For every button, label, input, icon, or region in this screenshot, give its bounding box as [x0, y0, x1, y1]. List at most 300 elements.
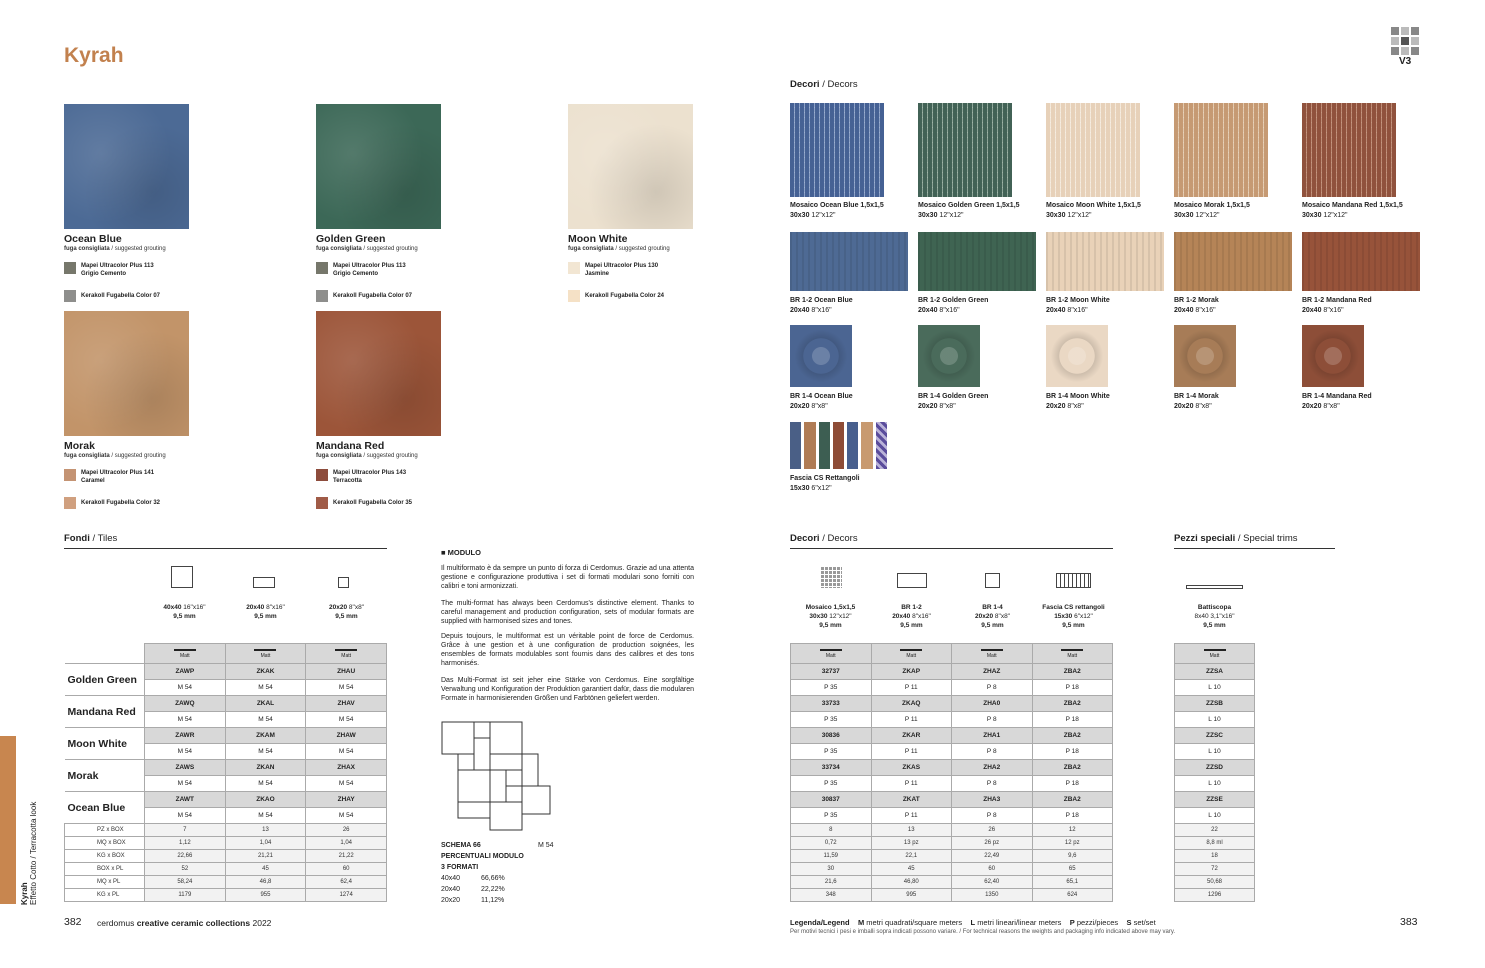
- pack-row: [1175, 876, 1255, 889]
- pack-cell: 60: [306, 863, 387, 876]
- unit-row: [791, 712, 1113, 728]
- format-name: BR 1-4: [982, 604, 1003, 611]
- code-row: [65, 728, 387, 744]
- footer-note: Per motivi tecnici i pesi e imballi sopra indicati possono variare. / For technical reasons the weights and packaging info indicated above may vary.: [790, 929, 1176, 935]
- pack-cell: 1274: [306, 889, 387, 902]
- unit-row: [1175, 680, 1255, 696]
- mosaic-pattern: [1302, 103, 1396, 197]
- format-name: Mosaico 1,5x1,5: [805, 604, 856, 611]
- perc-format: 20x40: [441, 886, 461, 893]
- perc-row: [441, 884, 505, 895]
- fondi-table: [64, 643, 387, 902]
- inch: 12"x12": [1067, 212, 1092, 219]
- br12-size: [1302, 306, 1372, 316]
- code-cell: ZZSB: [1175, 696, 1255, 712]
- code-cell: ZHAX: [306, 760, 387, 776]
- code-cell: ZHA3: [952, 792, 1033, 808]
- unit-cell: M 54: [306, 744, 387, 760]
- code-cell: ZKAQ: [871, 696, 952, 712]
- pack-cell: 52: [145, 863, 226, 876]
- code-row: [791, 760, 1113, 776]
- row-name: [65, 760, 145, 792]
- pack-label: [65, 863, 145, 876]
- fondi-rule: [64, 548, 387, 549]
- fascia-image: [790, 422, 887, 469]
- finish-label: Matt: [906, 652, 917, 659]
- pack-cell: 22,1: [871, 850, 952, 863]
- battiscopa-format-icon: [1186, 585, 1243, 589]
- inch: 12"x12": [1323, 212, 1348, 219]
- code-row: [1175, 760, 1255, 776]
- fascia-format-icon: [1056, 573, 1091, 588]
- color-name: Mandana Red: [67, 705, 136, 718]
- format-header: [790, 603, 871, 630]
- footer-legend: Legenda/Legend M metri quadrati/square meters L metri lineari/linear meters P pezzi/pieces S set/set: [790, 918, 1156, 927]
- finish-label: Matt: [179, 652, 190, 659]
- brand-logo-icon: [1391, 27, 1419, 55]
- pack-cell: 65: [1032, 863, 1113, 876]
- footer-brand: cerdomus creative ceramic collections 2022: [97, 918, 272, 928]
- color-name: Moon White: [67, 737, 127, 750]
- code-cell: ZHAV: [306, 696, 387, 712]
- br14-image: [1046, 325, 1108, 387]
- grout-name: Kerakoll Fugabella Color 07: [333, 293, 413, 299]
- pack-cell: 22: [1175, 824, 1255, 837]
- br14-label: [1046, 392, 1110, 412]
- format-header: [871, 603, 952, 630]
- br14-name: BR 1-4 Mandana Red: [1302, 393, 1372, 400]
- format-20x20-icon: [338, 577, 349, 588]
- unit-cell: P 35: [791, 808, 872, 824]
- code-cell: ZKAT: [871, 792, 952, 808]
- mosaic-size: [790, 211, 884, 221]
- code-cell: ZKAL: [225, 696, 306, 712]
- mosaic-pattern: [790, 103, 884, 197]
- pack-cell: 12: [1032, 824, 1113, 837]
- unit-cell: M 54: [225, 680, 306, 696]
- perc-value: 22,22%: [481, 886, 505, 893]
- pack-cell: 7: [145, 824, 226, 837]
- br12-name: BR 1-2 Morak: [1174, 297, 1219, 304]
- fuga-en: / suggested grouting: [111, 453, 166, 459]
- grout-kerakoll: [316, 290, 412, 302]
- pack-cell: 1,04: [306, 837, 387, 850]
- pack-cell: 21,22: [306, 850, 387, 863]
- code-cell: ZBA2: [1032, 728, 1113, 744]
- mosaic-size: [918, 211, 1020, 221]
- fuga-label: [568, 246, 670, 252]
- pack-row: [65, 837, 387, 850]
- format-size: [225, 603, 306, 612]
- tile-swatch: [64, 311, 189, 436]
- grout-name: Kerakoll Fugabella Color 07: [81, 293, 161, 299]
- grout-color: Terracotta: [333, 478, 362, 484]
- inch: 6"x12": [1074, 613, 1093, 620]
- code-row: [791, 664, 1113, 680]
- pack-cell: 58,24: [145, 876, 226, 889]
- code-row: [65, 760, 387, 776]
- code-cell: ZKAO: [225, 792, 306, 808]
- br12-label: [918, 296, 988, 316]
- pack-cell: 624: [1032, 889, 1113, 902]
- grout-mapei: [316, 469, 406, 485]
- code-cell: 30836: [791, 728, 872, 744]
- code-row: [1175, 728, 1255, 744]
- decori-table: [790, 643, 1113, 902]
- pack-label: [65, 889, 145, 902]
- br14-size: [1046, 402, 1110, 412]
- br12-size: [790, 306, 853, 316]
- unit-cell: P 11: [871, 776, 952, 792]
- tile-swatch: [316, 311, 441, 436]
- pack-cell: 1,12: [145, 837, 226, 850]
- unit-cell: P 18: [1032, 808, 1113, 824]
- grout-swatch: [568, 262, 580, 274]
- grout-kerakoll: [64, 497, 160, 509]
- format-size: [306, 603, 387, 612]
- fascia-label: Fascia CS Rettangoli 15x30 6"x12": [790, 475, 860, 492]
- mosaic-name: Mosaico Moon White 1,5x1,5: [1046, 202, 1141, 209]
- code-cell: ZHAW: [306, 728, 387, 744]
- pack-cell: 50,68: [1175, 876, 1255, 889]
- size: 20x40: [918, 307, 938, 314]
- fuga-en: / suggested grouting: [363, 246, 418, 252]
- grout-swatch: [316, 290, 328, 302]
- mosaic-label: [790, 201, 884, 221]
- code-cell: ZHAU: [306, 664, 387, 680]
- unit-cell: M 54: [225, 712, 306, 728]
- perc-row: [441, 895, 505, 906]
- mosaic-name: Mosaico Ocean Blue 1,5x1,5: [790, 202, 884, 209]
- grout-swatch: [64, 290, 76, 302]
- code-cell: ZZSD: [1175, 760, 1255, 776]
- code-cell: ZKAK: [225, 664, 306, 680]
- format-thick: 9,5 mm: [1062, 622, 1085, 629]
- format-thick: 9,5 mm: [900, 622, 923, 629]
- unit-cell: P 11: [871, 680, 952, 696]
- grout-name: Kerakoll Fugabella Color 32: [81, 500, 161, 506]
- side-color-band: [0, 736, 16, 904]
- inch: 8"x16": [912, 613, 931, 620]
- finish-cell: [306, 644, 387, 664]
- size: 20x40: [1046, 307, 1066, 314]
- finish-label: Matt: [1067, 652, 1078, 659]
- pack-row: [65, 824, 387, 837]
- code-cell: ZHAZ: [952, 664, 1033, 680]
- fuga-label: [64, 246, 166, 252]
- unit-cell: P 11: [871, 712, 952, 728]
- format-header: [144, 603, 225, 621]
- pack-row: [791, 837, 1113, 850]
- pack-row: [1175, 889, 1255, 902]
- pezzi-rule: [1174, 548, 1335, 549]
- grout-kerakoll: [568, 290, 664, 302]
- grout-text: [585, 262, 658, 278]
- pack-cell: 72: [1175, 863, 1255, 876]
- code-cell: ZBA2: [1032, 792, 1113, 808]
- format-size: [1033, 612, 1114, 621]
- unit-cell: P 8: [952, 744, 1033, 760]
- size: 30x30: [1302, 212, 1322, 219]
- pack-cell: 9,6: [1032, 850, 1113, 863]
- pack-row: [1175, 850, 1255, 863]
- code-cell: ZKAM: [225, 728, 306, 744]
- pack-cell: 13: [871, 824, 952, 837]
- row-name: [65, 696, 145, 728]
- code-cell: ZKAR: [871, 728, 952, 744]
- br12-name: BR 1-2 Mandana Red: [1302, 297, 1372, 304]
- grout-color: Grigio Cemento: [333, 271, 379, 277]
- inch: 12"x12": [829, 613, 852, 620]
- grout-text: [333, 262, 406, 278]
- unit-cell: P 35: [791, 776, 872, 792]
- grout-name: Mapei Ultracolor Plus 113: [333, 263, 406, 269]
- format-size: [952, 612, 1033, 621]
- size: 20x40: [790, 307, 810, 314]
- finish-label: Matt: [260, 652, 271, 659]
- format-40x40-icon: [171, 566, 193, 588]
- fuga-en: / suggested grouting: [615, 246, 670, 252]
- pack-cell: 46,8: [225, 876, 306, 889]
- row-name: [65, 728, 145, 760]
- br12-image: [1302, 232, 1420, 291]
- fuga-it: fuga consigliata: [568, 246, 614, 252]
- finish-label: Matt: [341, 652, 352, 659]
- code-row: [1175, 696, 1255, 712]
- pack-label-text: KG x PL: [97, 892, 120, 898]
- color-name: Ocean Blue: [67, 801, 126, 814]
- code-cell: ZAWS: [145, 760, 226, 776]
- mosaic-pattern: [1046, 103, 1140, 197]
- unit-cell: P 8: [952, 712, 1033, 728]
- mosaic-format-icon: [820, 566, 842, 588]
- code-cell: 33734: [791, 760, 872, 776]
- grout-swatch: [64, 497, 76, 509]
- page-number-left: 382: [64, 916, 82, 928]
- size: 20x20: [1302, 403, 1322, 410]
- code-cell: ZBA2: [1032, 760, 1113, 776]
- unit-row: [1175, 808, 1255, 824]
- finish-cell: [871, 644, 952, 664]
- unit-cell: M 54: [306, 808, 387, 824]
- size: 20x40: [1174, 307, 1194, 314]
- br12-name: BR 1-2 Golden Green: [918, 297, 989, 304]
- code-row: [791, 792, 1113, 808]
- grout-swatch: [64, 469, 76, 481]
- grout-swatch: [316, 497, 328, 509]
- unit-cell: P 18: [1032, 744, 1113, 760]
- unit-row: [791, 776, 1113, 792]
- pack-row: [65, 889, 387, 902]
- mosaic-label: [1174, 201, 1250, 221]
- finish-cell: [1175, 644, 1255, 664]
- unit-cell: P 35: [791, 712, 872, 728]
- unit-cell: L 10: [1175, 776, 1255, 792]
- pack-cell: 995: [871, 889, 952, 902]
- grout-mapei: [64, 469, 154, 485]
- unit-cell: P 11: [871, 744, 952, 760]
- grout-kerakoll: [64, 290, 160, 302]
- format-name: Fascia CS rettangoli: [1042, 604, 1105, 611]
- unit-cell: M 54: [306, 712, 387, 728]
- schema-percentages: [441, 873, 505, 906]
- br14-label: [1302, 392, 1372, 412]
- pack-cell: 21,21: [225, 850, 306, 863]
- perc-value: 66,66%: [481, 875, 505, 882]
- grout-color: Jasmine: [585, 271, 610, 277]
- grout-name: Mapei Ultracolor Plus 141: [81, 470, 155, 476]
- br14-size: [1174, 402, 1219, 412]
- unit-cell: P 18: [1032, 776, 1113, 792]
- code-cell: ZKAN: [225, 760, 306, 776]
- br12-image: [790, 232, 908, 291]
- size: 20x20: [918, 403, 938, 410]
- tile-swatch: [64, 104, 189, 229]
- unit-row: [1175, 712, 1255, 728]
- grout-swatch: [568, 290, 580, 302]
- inch: 8"x16": [1195, 307, 1216, 314]
- size: 15x30: [1054, 613, 1073, 620]
- inch: 12"x12": [939, 212, 964, 219]
- size: 20x20: [790, 403, 810, 410]
- br14-label: [1174, 392, 1219, 412]
- br12-size: [918, 306, 988, 316]
- fondi-header: Fondi / Tiles: [64, 533, 118, 544]
- br12-name: BR 1-2 Ocean Blue: [790, 297, 853, 304]
- inch: 8"x8": [1195, 403, 1212, 410]
- mosaic-label: [1046, 201, 1141, 221]
- br14-label: [790, 392, 853, 412]
- inch: 12"x12": [811, 212, 836, 219]
- pack-cell: 955: [225, 889, 306, 902]
- code-row: [1175, 664, 1255, 680]
- pezzi-format: Battiscopa 8x40 3,1"x16" 9,5 mm: [1194, 604, 1235, 629]
- pack-row: [791, 889, 1113, 902]
- modulo-text-en: The multi-format has always been Cerdomus's distinctive element. Thanks to careful management and production configuration, sets of modular formats are supplied with harmonised sizes and tones.: [441, 600, 694, 625]
- mosaic-name: Mosaico Morak 1,5x1,5: [1174, 202, 1250, 209]
- finish-row: [65, 644, 387, 664]
- modulo-text-de: Das Multi-Format ist seit jeher eine Stärke von Cerdomus. Eine sorgfältige Verwaltung und Konfiguration der Produktion garantiert dafür, dass die modularen Formate in harmonisierenden Größen und Farbtönen geliefert werden.: [441, 677, 694, 702]
- br12-image: [918, 232, 1036, 291]
- pack-cell: 46,80: [871, 876, 952, 889]
- size: 30x30: [1174, 212, 1194, 219]
- schema-unit: M 54: [538, 842, 554, 849]
- format-size: [144, 603, 225, 612]
- pack-cell: 26 pz: [952, 837, 1033, 850]
- mosaic-size: [1174, 211, 1250, 221]
- pack-cell: 13: [225, 824, 306, 837]
- mosaic-name: Mosaico Mandana Red 1,5x1,5: [1302, 202, 1403, 209]
- unit-cell: M 54: [145, 776, 226, 792]
- pack-label-text: MQ x BOX: [97, 840, 126, 846]
- format-thick: 9,5 mm: [819, 622, 842, 629]
- decori-table-header: Decori / Decors: [790, 533, 858, 544]
- grout-color: Caramel: [81, 478, 105, 484]
- grout-mapei: [316, 262, 406, 278]
- size: 20x40: [892, 613, 911, 620]
- side-label: Kyrah Effetto Cotto / Terracotta look: [20, 801, 38, 905]
- br12-image: [1046, 232, 1164, 291]
- format-20x40-icon: [253, 577, 275, 588]
- unit-cell: P 18: [1032, 712, 1113, 728]
- inch: 8"x8": [1323, 403, 1340, 410]
- br14-format-icon: [985, 573, 1000, 588]
- tile-name: Moon White: [568, 233, 628, 245]
- size: 20x20: [1046, 403, 1066, 410]
- tile-swatch: [316, 104, 441, 229]
- format-thick: 9,5 mm: [335, 613, 358, 620]
- blank-cell: [65, 644, 145, 664]
- pack-cell: 26: [952, 824, 1033, 837]
- code-row: [65, 664, 387, 680]
- pack-row: [791, 850, 1113, 863]
- pack-cell: 22,66: [145, 850, 226, 863]
- code-cell: ZBA2: [1032, 664, 1113, 680]
- fuga-it: fuga consigliata: [316, 246, 362, 252]
- grout-name: Kerakoll Fugabella Color 35: [333, 500, 413, 506]
- br12-format-icon: [897, 573, 927, 588]
- unit-cell: L 10: [1175, 680, 1255, 696]
- code-cell: ZZSE: [1175, 792, 1255, 808]
- pack-cell: 45: [225, 863, 306, 876]
- finish-cell: [145, 644, 226, 664]
- code-cell: ZAWP: [145, 664, 226, 680]
- unit-cell: P 8: [952, 808, 1033, 824]
- page-title: Kyrah: [64, 44, 124, 67]
- br12-name: BR 1-2 Moon White: [1046, 297, 1110, 304]
- pack-row: [1175, 824, 1255, 837]
- inch: 8"x16": [266, 604, 285, 611]
- pack-cell: 13 pz: [871, 837, 952, 850]
- finish-cell: [952, 644, 1033, 664]
- fuga-label: [316, 453, 418, 459]
- code-cell: ZAWQ: [145, 696, 226, 712]
- format-thick: 9,5 mm: [173, 613, 196, 620]
- grout-swatch: [316, 262, 328, 274]
- format-size: [790, 612, 871, 621]
- pack-label: [65, 824, 145, 837]
- logo-label: V3: [1399, 56, 1412, 67]
- format-header: [306, 603, 387, 621]
- unit-cell: M 54: [145, 808, 226, 824]
- pack-cell: 60: [952, 863, 1033, 876]
- inch: 8"x8": [348, 604, 364, 611]
- finish-cell: [225, 644, 306, 664]
- br12-size: [1046, 306, 1110, 316]
- unit-cell: M 54: [145, 744, 226, 760]
- pack-label: [65, 837, 145, 850]
- br14-name: BR 1-4 Moon White: [1046, 393, 1110, 400]
- fuga-label: [316, 246, 418, 252]
- unit-cell: L 10: [1175, 808, 1255, 824]
- mosaic-pattern: [918, 103, 1012, 197]
- format-header: [952, 603, 1033, 630]
- row-name: [65, 792, 145, 824]
- br12-image: [1174, 232, 1292, 291]
- code-cell: ZAWT: [145, 792, 226, 808]
- unit-cell: L 10: [1175, 712, 1255, 728]
- finish-row: [791, 644, 1113, 664]
- page-number-right: 383: [1400, 916, 1418, 928]
- grout-name: Mapei Ultracolor Plus 143: [333, 470, 407, 476]
- inch: 8"x16": [811, 307, 832, 314]
- pack-cell: 22,49: [952, 850, 1033, 863]
- unit-cell: M 54: [145, 712, 226, 728]
- tile-swatch: [568, 104, 693, 229]
- perc-format: 40x40: [441, 875, 461, 882]
- format-size: [871, 612, 952, 621]
- grout-text: [333, 469, 406, 485]
